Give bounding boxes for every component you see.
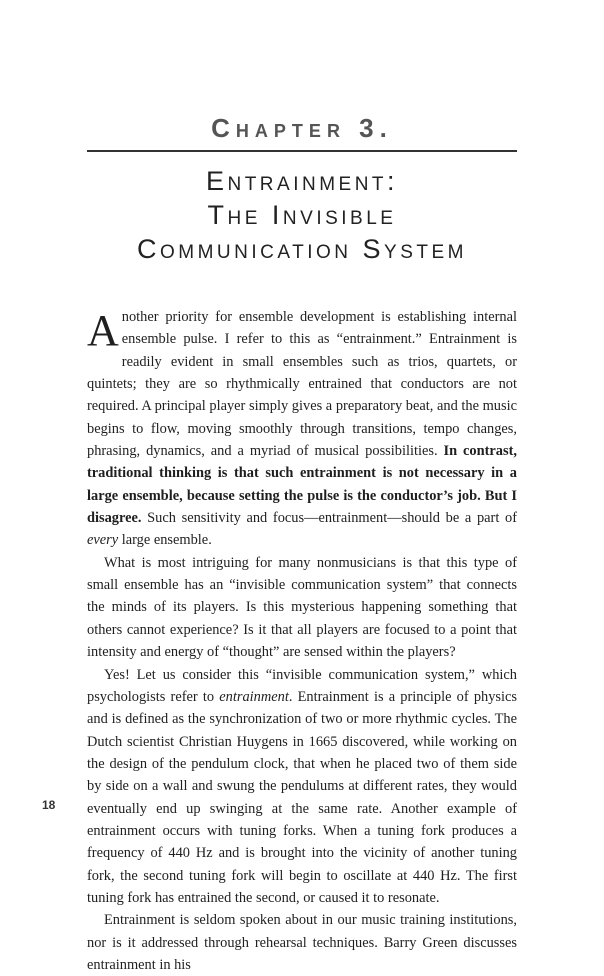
paragraph-1-italic: every — [87, 532, 119, 549]
paragraph-1-text-c: large ensemble. — [118, 532, 212, 549]
chapter-title — [0, 164, 604, 266]
chapter-title-line-2: The Invisible — [207, 200, 397, 230]
chapter-label: Chapter 3. — [211, 113, 393, 143]
paragraph-1-text-a: nother priority for ensemble development is establishing internal ensemble pulse. I refer to this as “entrainment.” Entrainment is readily evident in small ensembles such as trios, quartets, or quintets; they are so rhythmically entrained that conductors are not required. A principal player simply gives a preparatory beat, and the music begins to flow, moving smoothly through transitions, tempo changes, phrasing, dynamics, and a myriad of musical possibilities. — [87, 309, 517, 460]
paragraph-4: Entrainment is seldom spoken about in our music training institutions, nor is it addressed through rehearsal techniques. Barry Green discusses entrainment in his — [87, 912, 517, 973]
chapter-title-line-1: Entrainment: — [205, 166, 399, 196]
paragraph-1 — [87, 306, 517, 552]
paragraph-1-text-b: Such sensitivity and focus—entrainment—should be a part of — [141, 510, 517, 527]
body-text — [87, 306, 517, 976]
paragraph-3-italic: entrainment — [219, 688, 289, 705]
chapter-title-line-3: Communication System — [137, 234, 467, 264]
drop-cap: A — [87, 306, 119, 355]
paragraph-3-text-a: Yes! Let us consider this “invisible communication system,” which psychologists refer to — [87, 666, 517, 705]
paragraph-2: What is most intriguing for many nonmusicians is that this type of small ensemble has an “invisible communication system” that connects the minds of its players. Is this mysterious happening something that others cannot experience? Is it that all players are focused to a point that intensity and energy of “thought” are sensed within the players? — [87, 554, 517, 661]
page-number: 18 — [42, 798, 56, 812]
paragraph-3-text-b: . Entrainment is a principle of physics and is defined as the synchronization of two or more rhythmic cycles. The Dutch scientist Christian Huygens in 1665 discovered, while working on the design of the pendulum clock, that when he placed two of them side by side on a wall and swung the pendulums at different rates, they would eventually end up swinging at the same rate. Another example of entrainment occurs with tuning forks. When a tuning fork produces a frequency of 440 Hz and is brought into the vicinity of another tuning fork, the second tuning fork will begin to oscillate at 440 Hz. The first tuning fork has entrained the second, or caused it to resonate. — [87, 688, 517, 906]
paragraph-3 — [87, 664, 517, 910]
chapter-rule — [87, 150, 517, 152]
paragraph-1-bold: In contrast, traditional thinking is that such entrainment is not necessary in a large ensemble, because setting the pulse is the conductor’s job. But I disagree. — [87, 443, 517, 527]
